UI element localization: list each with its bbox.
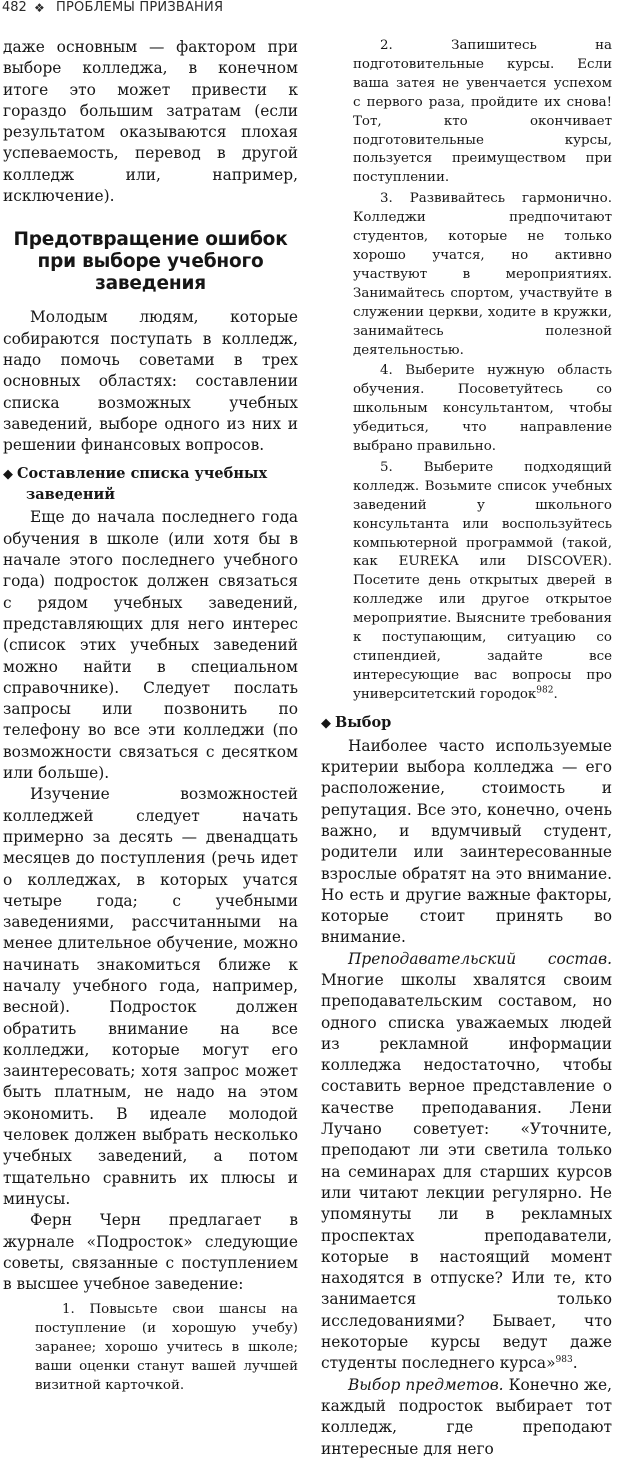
subheading-list-line2: заведений bbox=[26, 486, 115, 504]
paragraph-section-intro: Молодым людям, которые собираются поступать в колледж, надо помочь советами в трех основных областях: составлении списка возможных учебных заведений, выборе одного из них и решении финансовых вопросов. bbox=[3, 308, 298, 455]
advice-item-1: 1. Повысьте свои шансы на поступление (и хорошую учебу) заранее; хорошо учитесь в школе; ваши оценки станут вашей лучшей визитной карточкой. bbox=[35, 1302, 298, 1394]
paragraph-list-2: Изучение возможностей колледжей следует начать примерно за десять — двенадцать месяцев до поступления (речь идет о колледжах, в которых учатся четыре года; с учебными заведениями, рассчитанными на менее длительное обучение, можно начинать знакомиться ближе к началу учебного года, например, весной). Подросток должен обратить внимание на все колледжи, которые могут его заинтересовать; хотя запрос может быть платным, не надо на этом экономить. В идеале молодой человек должен выбрать несколько учебных заведений, а потом тщательно сравнить их плюсы и минусы. bbox=[3, 785, 298, 1208]
left-column bbox=[3, 37, 298, 1398]
advice-item-2: 2. Запишитесь на подготовительные курсы. Если ваша затея не увенчается успехом с первого раза, пройдите их снова! Тот, кто окончивает подготовительные курсы, пользуется преимуществом при поступлении. bbox=[353, 38, 612, 186]
advice-item-5-text: 5. Выберите подходящий колледж. Возьмите список учебных заведений у школьного консультанта или воспользуйтесь компьютерной программой (такой, как EUREKA или DISCOVER). Посетите день открытых дверей в колледже или другое открытое мероприятие. Выясните требования к поступающим, ситуацию со стипендией, задайте все интересующие вас вопросы про университетский городок bbox=[353, 459, 612, 702]
faculty-text: Многие школы хвалятся своим преподавательским составом, но одного списка уважаемых людей из рекламной информации колледжа недостаточно, чтобы составить верное представление о качестве преподавания. Лени Лучано советует: «Уточните, преподают ли эти светила только на семинарах для старших курсов или читают лекции регулярно. Не упомянуты ли в рекламных проспектах преподаватели, которые в настоящий момент находятся в отпуске? Или те, кто занимается только исследованиями? Бывает, что некоторые курсы ведут даже студенты последнего курса» bbox=[321, 970, 612, 1373]
advice-item-3: 3. Развивайтесь гармонично. Колледжи предпочитают студентов, которые не только хорошо учатся, но активно участвуют в мероприятиях. Занимайтесь спортом, участвуйте в служении церкви, ходите в кружки, занимайтесь полезной деятельностью. bbox=[353, 191, 612, 358]
footnote-ref-983: 983 bbox=[555, 1355, 573, 1366]
advice-item-5: 5. Выберите подходящий колледж. Возьмите список учебных заведений у школьного консультанта или воспользуйтесь компьютерной программой (такой, как EUREKA или DISCOVER). Посетите день открытых дверей в колледже или другое открытое мероприятие. Выясните требования к поступающим, ситуацию со стипендией, задайте все интересующие вас вопросы про университетский городок$^{982}$. bbox=[353, 459, 612, 702]
section-title: Предотвращение ошибок при выборе учебного заведения bbox=[13, 229, 288, 295]
paragraph-choice-1: Наиболее часто используемые критерии выбора колледжа — его расположение, стоимость и репутация. Все это, конечно, очень важно, и вдумчивый студент, родители или заинтересованные взрослые обратят на это внимание. Но есть и другие важные факторы, которые стоит принять во внимание. bbox=[321, 736, 612, 947]
running-title: ПРОБЛЕМЫ ПРИЗВАНИЯ bbox=[56, 0, 224, 15]
diamond-bullet-icon: ◆ bbox=[3, 467, 13, 483]
advice-list-start bbox=[3, 1301, 298, 1396]
faculty-label: Преподавательский состав. bbox=[348, 949, 612, 968]
subjects-label: Выбор предметов. bbox=[348, 1375, 504, 1394]
subheading-list bbox=[3, 464, 298, 505]
paragraph-list-1: Еще до начала последнего года обучения в школе (или хотя бы в начале этого последнего учебного года) подросток должен связаться с рядом учебных заведений, представляющих для него интерес (список этих учебных заведений можно найти в специальном справочнике). Следует послать запросы или позвонить по телефону во все эти колледжи (по возможности связаться с десятком или больше). bbox=[3, 508, 298, 783]
subheading-choice bbox=[321, 713, 612, 734]
subheading-list-line1: Составление списка учебных bbox=[17, 465, 268, 483]
subheading-choice-label: Выбор bbox=[335, 713, 392, 731]
running-header bbox=[0, 0, 620, 22]
paragraph-intro: даже основным — фактором при выборе колледжа, в конечном итоге это может привести к гораздо большим затратам (если результатом оказываются плохая успеваемость, перевод в другой колледж или, например, исключение). bbox=[3, 38, 298, 206]
subjects-text: Конечно же, каждый подросток выбирает тот колледж, где преподают интересные для него bbox=[321, 1375, 612, 1458]
paragraph-list-3: Ферн Черн предлагает в журнале «Подросток» следующие советы, связанные с поступлением в высшее учебное заведение: bbox=[3, 1211, 298, 1294]
paragraph-faculty: Преподавательский состав. Многие школы хвалятся своим преподавательским составом, но одного списка уважаемых людей из рекламной информации колледжа недостаточно, чтобы составить верное представление о качестве преподавания. Лени Лучано советует: «Уточните, преподают ли эти светила только на семинарах для старших курсов или читают лекции регулярно. Не упомянуты ли в рекламных проспектах преподаватели, которые в настоящий момент находятся в отпуске? Или те, кто занимается только исследованиями? Бывает, что некоторые курсы ведут даже студенты последнего курса»$^{983}$. bbox=[321, 949, 612, 1373]
advice-item-4: 4. Выберите нужную область обучения. Посоветуйтесь со школьным консультантом, чтобы убедиться, что направление выбрано правильно. bbox=[353, 363, 612, 455]
right-column bbox=[321, 37, 612, 1460]
advice-list-continued bbox=[321, 37, 612, 705]
footnote-ref-982: 982 bbox=[536, 685, 554, 696]
page-number: 482 bbox=[2, 0, 27, 15]
header-separator-icon: ❖ bbox=[34, 1, 45, 15]
diamond-bullet-icon: ◆ bbox=[321, 715, 331, 731]
paragraph-subjects bbox=[321, 1375, 612, 1460]
